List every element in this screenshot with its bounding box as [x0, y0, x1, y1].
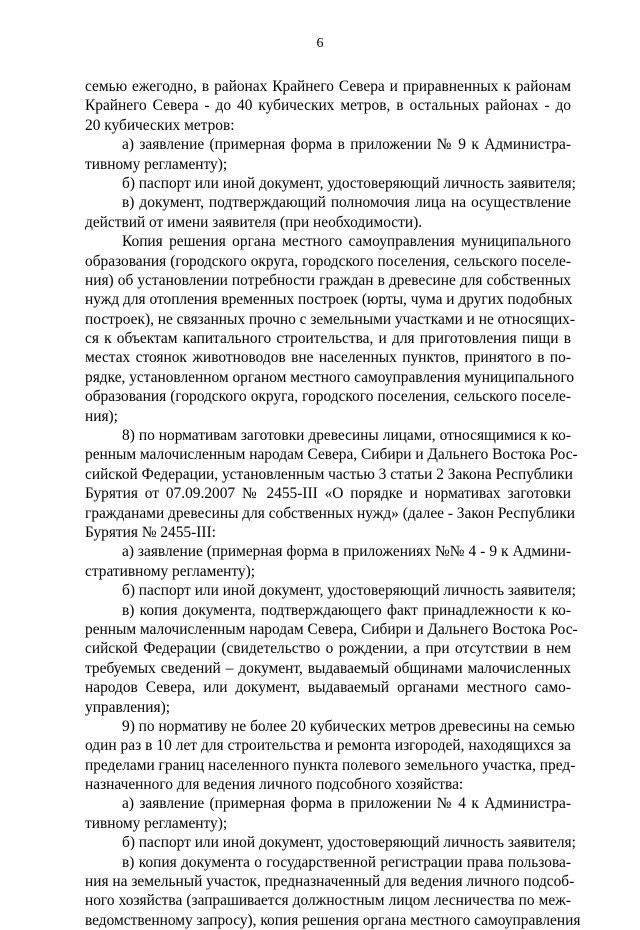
text-line: 9) по нормативу не более 20 кубических метров древесины на семью: [122, 717, 575, 735]
text-line: а) заявление (примерная форма в приложении № 9 к Администра-: [122, 136, 571, 154]
text-line: ния) об установлении потребности граждан в древесине для собственных: [85, 271, 571, 289]
text-line: 8) по нормативам заготовки древесины лицами, относящимися к ко-: [122, 427, 571, 445]
text-line: ведомственному запросу), копия решения органа местного самоуправления: [85, 911, 581, 929]
text-line: пределами границ населенного пункта полевого земельного участка, пред-: [85, 756, 576, 774]
text-line: в) копия документа о государственной регистрации права пользова-: [122, 853, 571, 871]
text-line: ся к объектам капитального строительства, и для приготовления пищи в: [85, 330, 571, 348]
text-line: гражданами древесины для собственных нужд» (далее - Закон Республики: [85, 504, 576, 522]
text-line: требуемых сведений – документ, выдаваемый общинами малочисленных: [85, 659, 571, 677]
text-line: ния);: [85, 407, 118, 425]
text-line: б) паспорт или иной документ, удостоверяющий личность заявителя;: [122, 582, 576, 600]
text-line: б) паспорт или иной документ, удостоверяющий личность заявителя;: [122, 174, 576, 192]
text-line: ренным малочисленным народам Севера, Сибири и Дальнего Востока Рос-: [85, 446, 578, 464]
text-line: в) копия документа, подтверждающего факт принадлежности к ко-: [122, 601, 571, 619]
text-line: сийской Федерации, установленным частью 3 статьи 2 Закона Республики: [85, 465, 573, 483]
text-line: а) заявление (примерная форма в приложениях №№ 4 - 9 к Админи-: [122, 543, 571, 561]
text-line: а) заявление (примерная форма в приложении № 4 к Администра-: [122, 795, 571, 813]
text-line: один раз в 10 лет для строительства и ремонта изгородей, находящихся за: [85, 737, 571, 755]
text-line: образования (городского округа, городского поселения, сельского поселе-: [85, 388, 571, 406]
text-line: Крайнего Севера - до 40 кубических метров, в остальных районах - до: [85, 97, 571, 115]
text-line: тивному регламенту);: [85, 814, 228, 832]
text-line: построек), не связанных прочно с земельными участками и не относящих-: [85, 310, 576, 328]
text-line: тивному регламенту);: [85, 155, 228, 173]
text-line: народов Севера, или документ, выдаваемый органами местного само-: [85, 679, 571, 697]
text-line: б) паспорт или иной документ, удостоверяющий личность заявителя;: [122, 834, 576, 852]
text-line: ния на земельный участок, предназначенный для ведения личного подсоб-: [85, 873, 575, 891]
text-line: Бурятия № 2455-III:: [85, 523, 216, 541]
text-line: действий от имени заявителя (при необходимости).: [85, 213, 423, 231]
text-line: Копия решения органа местного самоуправления муниципального: [122, 233, 571, 251]
text-line: образования (городского округа, городского поселения, сельского поселе-: [85, 252, 571, 270]
text-line: Бурятия от 07.09.2007 № 2455-III «О порядке и нормативах заготовки: [85, 485, 571, 503]
text-line: стративному регламенту);: [85, 562, 256, 580]
page-number: 6: [316, 36, 324, 51]
text-line: в) документ, подтверждающий полномочия лица на осуществление: [122, 194, 571, 212]
text-line: нужд для отопления временных построек (юрты, чума и других подобных: [85, 291, 573, 309]
text-line: семью ежегодно, в районах Крайнего Севера и приравненных к районам: [85, 78, 571, 95]
text-line: ного хозяйства (запрашивается должностным лицом лесничества по меж-: [85, 892, 571, 910]
text-line: сийской Федерации (свидетельство о рождении, а при отсутствии в нем: [85, 640, 571, 658]
text-line: ренным малочисленным народам Севера, Сибири и Дальнего Востока Рос-: [85, 620, 578, 638]
document-body: [85, 77, 581, 930]
text-line: управления);: [85, 698, 170, 716]
text-line: 20 кубических метров:: [85, 116, 235, 134]
text-line: назначенного для ведения личного подсобного хозяйства:: [85, 776, 464, 794]
text-line: местах стоянок животноводов вне населенных пунктов, принятого в по-: [85, 349, 571, 367]
text-line: рядке, установленном органом местного самоуправления муниципального: [85, 368, 575, 386]
